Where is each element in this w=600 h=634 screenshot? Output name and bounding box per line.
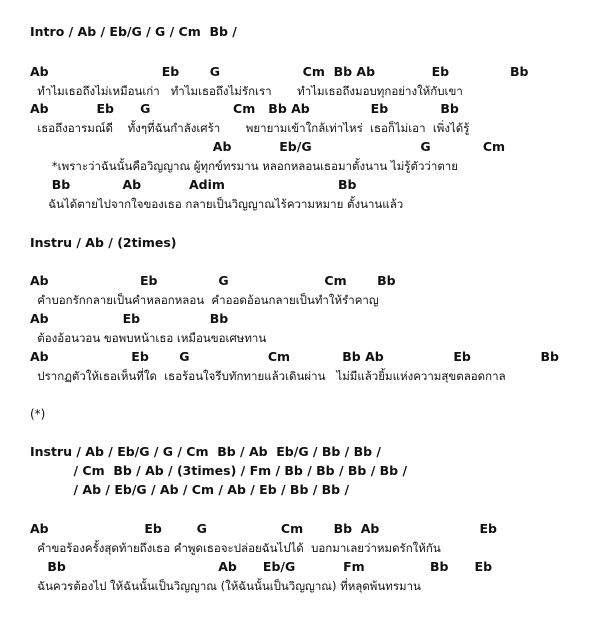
chord-line: Ab Eb G Cm Bb Ab Eb Bb xyxy=(30,349,559,364)
chord-line: Ab Eb G Cm Bb Ab Eb xyxy=(30,521,497,536)
chord-line: Bb Ab Adim Bb xyxy=(30,177,357,192)
lyric-line: ต้องอ้อนวอน ขอพบหน้าเธอ เหมือนขอเศษทาน xyxy=(30,331,267,345)
instru-line: Instru / Ab / Eb/G / G / Cm Bb / Ab Eb/G / Bb / Bb / xyxy=(30,444,381,459)
lyric-line: คำขอร้องครั้งสุดท้ายถึงเธอ คำพูดเธอจะปล่อยฉันไปได้ บอกมาเลยว่าหมดรักให้กัน xyxy=(30,541,441,555)
lyric-line: ปรากฏตัวให้เธอเห็นที่ใด เธอร้อนใจรีบทักทายแล้วเดินผ่าน ไม่มีแล้วยิ้มแห่งความสุขตลอดกาล xyxy=(30,369,506,383)
lyric-line: *เพราะว่าฉันนั้นคือวิญญาณ ผู้ทุกข์ทรมาน หลอกหลอนเธอมาตั้งนาน ไม่รู้ตัวว่าตาย xyxy=(30,159,458,173)
lyric-line: ฉันได้ตายไปจากใจของเธอ กลายเป็นวิญญาณไร้ความหมาย ตั้งนานแล้ว xyxy=(30,197,404,211)
lyric-line: คำบอกรักกลายเป็นคำหลอกหลอน คำออดอ้อนกลายเป็นทำให้รำคาญ xyxy=(30,293,379,307)
chord-line: Ab Eb G Cm Bb Ab Eb Bb xyxy=(30,64,529,79)
chorus-reference: (*) xyxy=(30,407,46,421)
lyric-line: ทำไมเธอถึงไม่เหมือนเก่า ทำไมเธอถึงไม่รักเรา ทำไมเธอถึงมอบทุกอย่างให้กับเขา xyxy=(30,84,463,98)
instru-line: Instru / Ab / (2times) xyxy=(30,235,177,250)
instru-line: / Ab / Eb/G / Ab / Cm / Ab / Eb / Bb / Bb / xyxy=(30,482,350,497)
chord-line: Ab Eb/G G Cm xyxy=(30,139,506,154)
chord-line: Bb Ab Eb/G Fm Bb Eb xyxy=(30,559,493,574)
instru-line: / Cm Bb / Ab / (3times) / Fm / Bb / Bb / Bb / Bb / xyxy=(30,463,408,478)
chord-line: Ab Eb Bb xyxy=(30,311,229,326)
intro-line: Intro / Ab / Eb/G / G / Cm Bb / xyxy=(30,24,237,39)
lyric-line: ฉันควรต้องไป ให้ฉันนั้นเป็นวิญญาณ (ให้ฉันนั้นเป็นวิญญาณ) ที่หลุดพ้นทรมาน xyxy=(30,579,421,593)
chord-line: Ab Eb G Cm Bb Ab Eb Bb xyxy=(30,101,459,116)
chord-line: Ab Eb G Cm Bb xyxy=(30,273,396,288)
lyric-line: เธอถึงอารมณ์ดี ทั้งๆที่ฉันกำลังเศร้า พยายามเข้าใกล้เท่าไหร่ เธอก็ไม่เอา เพิ่งได้รู้ xyxy=(30,121,470,135)
